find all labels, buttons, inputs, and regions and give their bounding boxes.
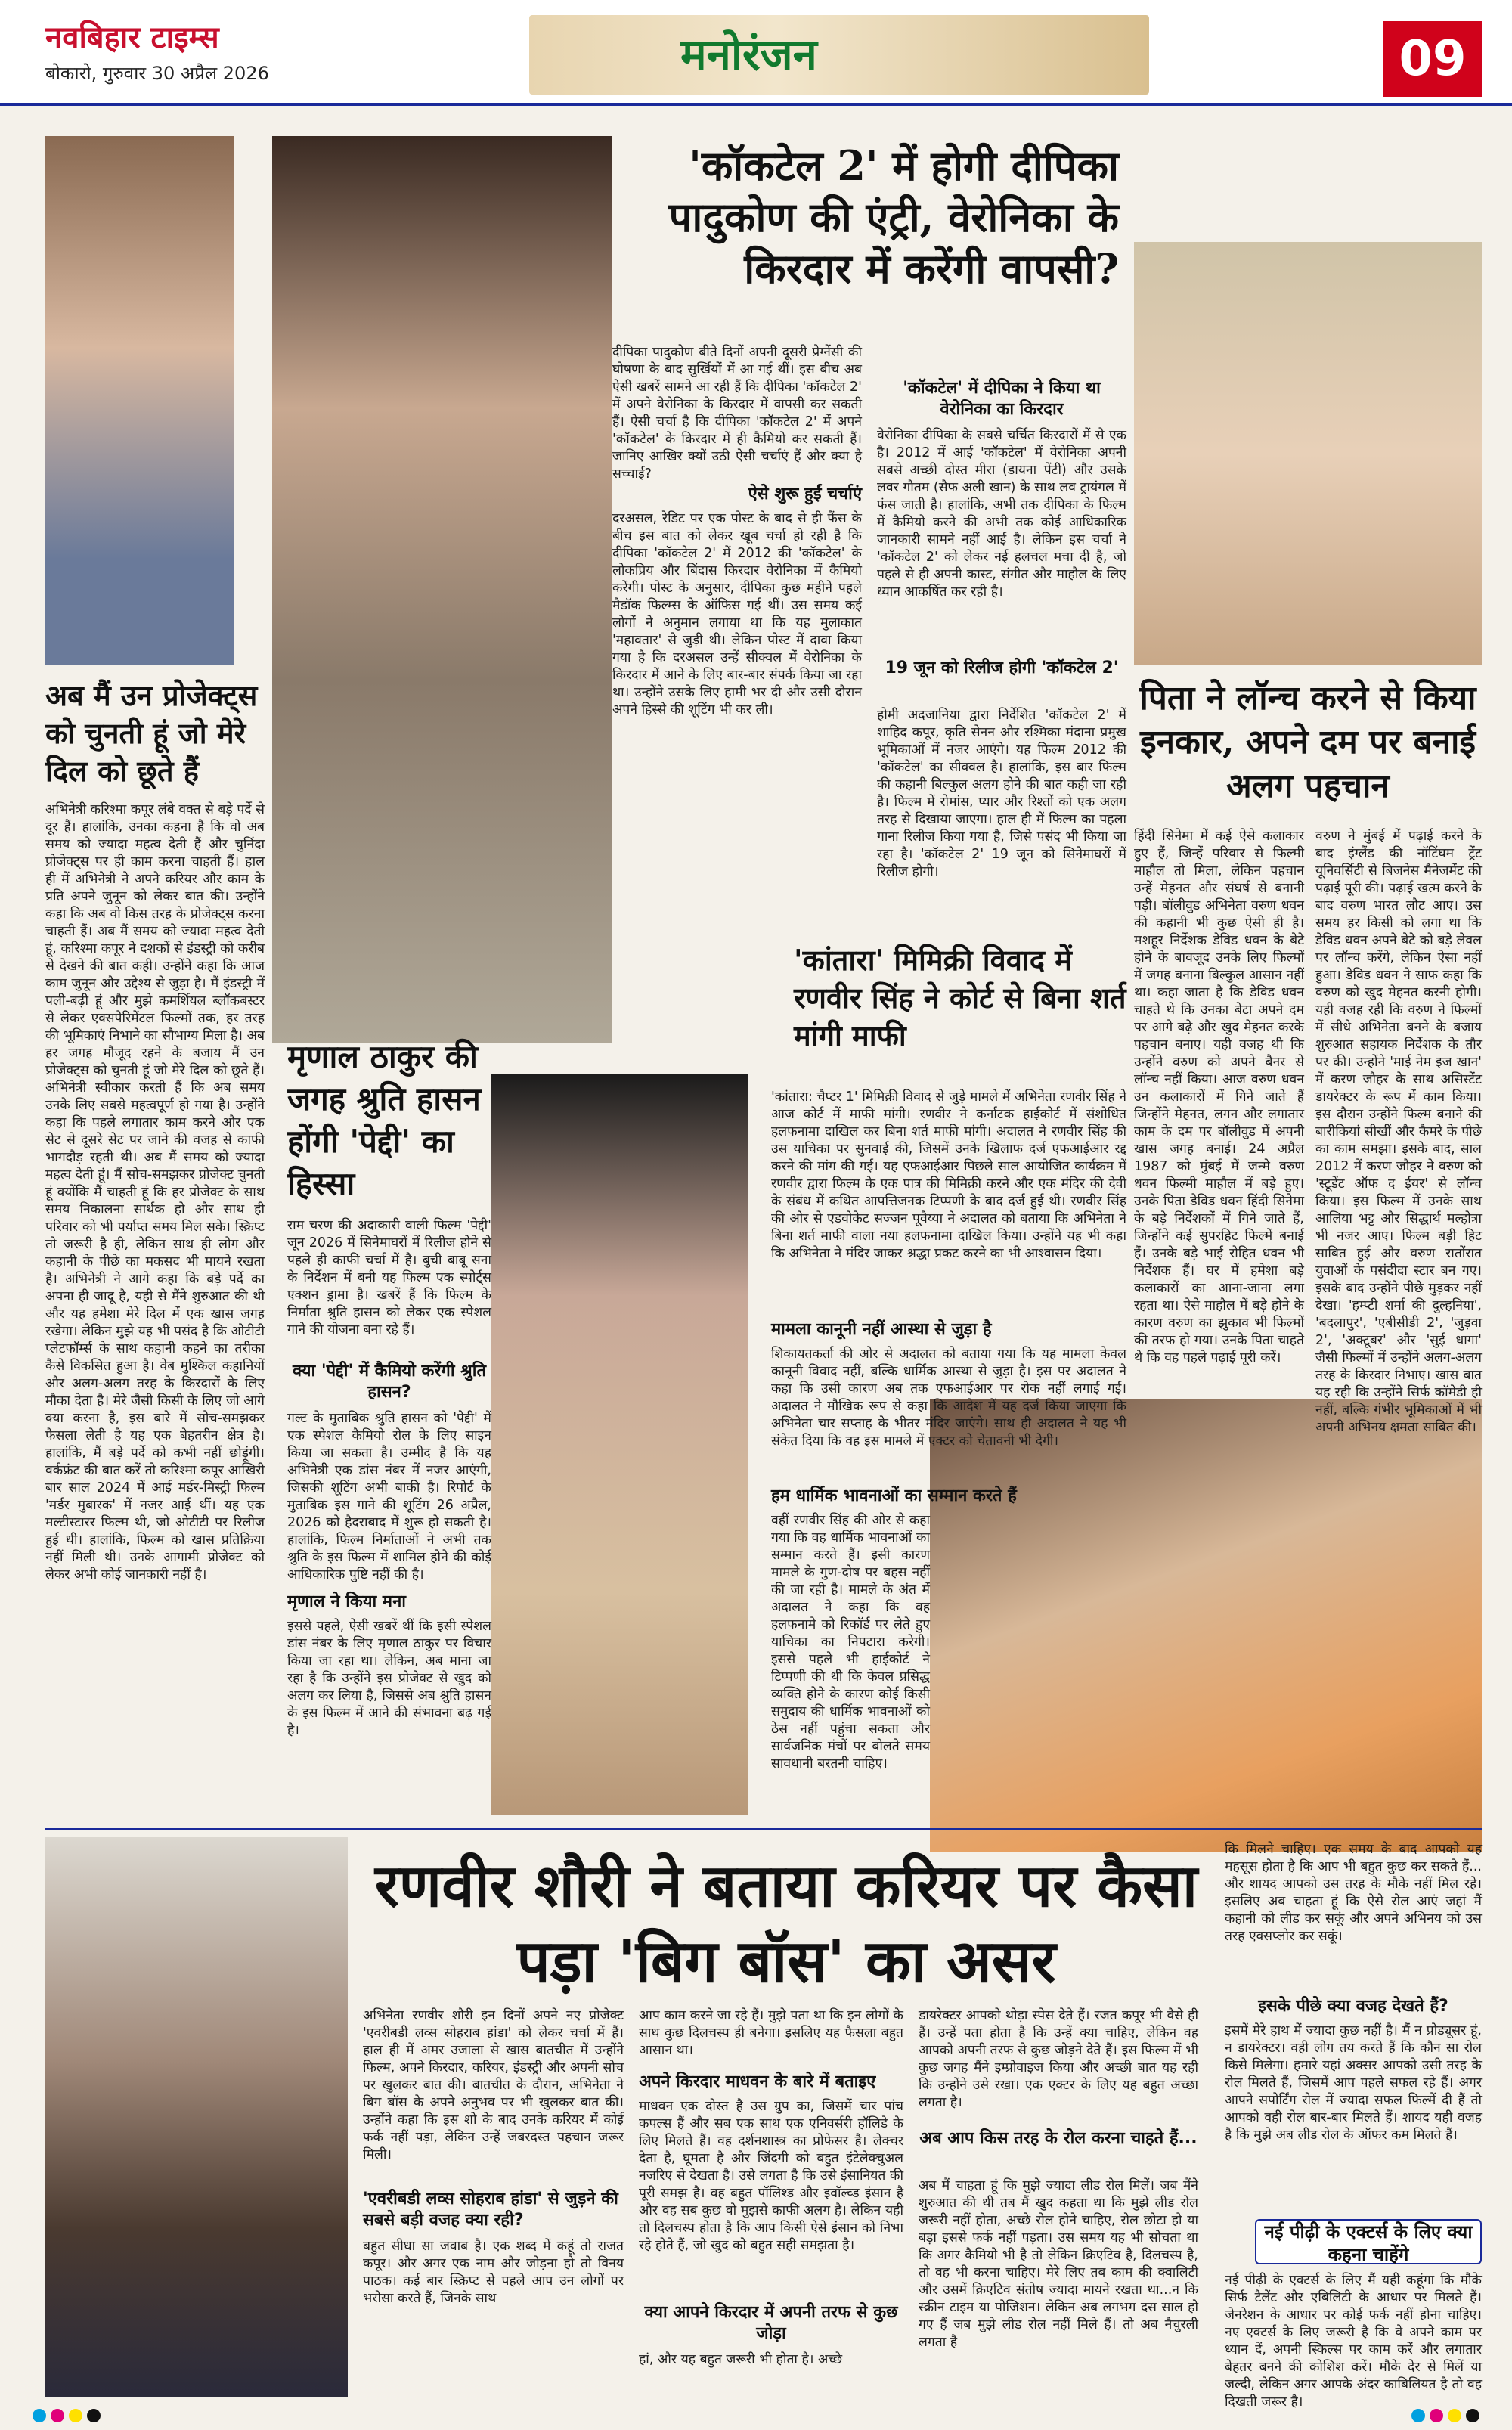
date-line: बोकारो, गुरुवार 30 अप्रैल 2026 — [45, 63, 269, 84]
ranvir-col4-body-2: इसमें मेरे हाथ में ज्यादा कुछ नहीं है। मैं न प्रोड्यूसर हूं, न डायरेक्टर। वही लोग तय करते हैं कि कौन सा रोल किसे मिलेगा। हमारे यहां अक्सर आपको उसी तरह के रोल मिलते हैं, जिसमें आप पहले सफल रहे हैं। अगर आपने सपोर्टिंग रोल में ज्यादा सफल फिल्में दी हैं तो आपको वही रोल बार-बार मिलते हैं। शायद यही वजह है कि मुझे अब लीड रोल के ऑफर कम मिलते हैं। — [1225, 2023, 1482, 2143]
varun-headline: पिता ने लॉन्च करने से किया इनकार, अपने दम पर बनाई अलग पहचान — [1139, 679, 1476, 805]
deepika-sub-2: 'कॉकटेल' में दीपिका ने किया था वेरोनिका का किरदार — [903, 379, 1101, 419]
mrunal-intro: राम चरण की अदाकारी वाली फिल्म 'पेद्दी' जून 2026 में सिनेमाघरों में रिलीज होने से पहले ही काफी चर्चा में है। बुची बाबू सना के निर्देशन में बनी यह फिल्म एक स्पोर्ट्स एक्शन ड्रामा है। खबरें हैं कि फिल्म के निर्माता श्रुति हासन को लेकर एक स्पेशल गाने की योजना बना रहे हैं। — [287, 1218, 491, 1337]
deepika-sub-3: 19 जून को रिलीज होगी 'कॉकटेल 2' — [885, 659, 1119, 677]
ranvir-sub-5: इसके पीछे क्या वजह देखते हैं? — [1258, 1997, 1448, 2016]
ranvir-col1-body: अभिनेता रणवीर शौरी इन दिनों अपने नए प्रोजेक्ट 'एवरीबडी लव्स सोहराब हांडा' को लेकर चर्चा में हैं। हाल ही में अमर उजाला से खास बातचीत में उन्होंने फिल्म, अपने किरदार, करियर, इंडस्ट्री और अपनी सोच पर खुलकर बात की। बातचीत के दौरान, अभिनेता ने बिग बॉस के अपने अनुभव पर भी खुलकर बात की। उन्होंने कहा कि इस शो के बाद उनके करियर में कोई फर्क नहीं पड़ा, लेकिन उन्हें जबरदस्त पहचान जरूर मिली। — [363, 2008, 624, 2162]
deepika-col1-body: दरअसल, रेडिट पर एक पोस्ट के बाद से ही फैंस के बीच इस बात को लेकर खूब चर्चा हो रही है कि दीपिका 'कॉकटेल 2' में 2012 की 'कॉकटेल' के लोकप्रिय और बिंदास किरदार वेरोनिका में कैमियो करेंगी। पोस्ट के अनुसार, दीपिका कुछ महीने पहले मैडॉक फिल्म्स के ऑफिस गई थीं। उस समय कई लोगों ने अनुमान लगाया था कि यह मुलाकात 'महावतार' से जुड़ी थी। लेकिन पोस्ट में दावा किया गया है कि दरअसल उन्हें सीक्वल में वेरोनिका के किरदार में आने के लिए बार-बार संपर्क किया जा रहा था। उन्होंने उसके लिए हामी भर दी और उसी दौरान अपने हिस्से की शूटिंग भी कर ली। — [612, 511, 862, 718]
kantara-body-2: शिकायतकर्ता की ओर से अदालत को बताया गया कि यह मामला केवल कानूनी विवाद नहीं, बल्कि धार्मिक आस्था से जुड़ा है। इस पर अदालत ने कहा कि उसी कारण अब तक एफआईआर पर रोक नहीं लगाई गई। अदालत ने मौखिक रूप से कहा कि आदेश में यह दर्ज किया जाएगा कि अभिनेता चार सप्ताह के भीतर मंदिर जाएंगे। साथ ही अदालत ने यह भी संकेत दिया कि वह इस मामले में एक्टर को चेतावनी भी देगी। — [771, 1347, 1126, 1449]
ranvir-sub-2: अपने किरदार माधवन के बारे में बताइए — [639, 2072, 876, 2091]
newspaper-name: नवबिहार टाइम्स — [45, 20, 219, 55]
section-title: मनोरंजन — [680, 29, 817, 80]
varun-photo — [1134, 242, 1482, 665]
mrunal-body-1: गल्ट के मुताबिक श्रुति हासन को 'पेद्दी' में एक स्पेशल कैमियो रोल के लिए साइन किया जा सकता है। उम्मीद है कि यह अभिनेत्री एक डांस नंबर में नजर आएंगी, जिसकी शूटिंग अभी बाकी है। रिपोर्ट के मुताबिक इस गाने की शूटिंग 26 अप्रैल, 2026 को हैदराबाद में शुरू हो सकती है। हालांकि, फिल्म निर्माताओं ने अभी तक श्रुति के इस फिल्म में शामिल होने की कोई आधिकारिक पुष्टि नहीं की है। — [287, 1411, 491, 1582]
mrunal-body-2: इससे पहले, ऐसी खबरें थीं कि इसी स्पेशल डांस नंबर के लिए मृणाल ठाकुर पर विचार किया जा रहा था। लेकिन, अब माना जा रहा है कि उन्होंने इस प्रोजेक्ट से खुद को अलग कर लिया है, जिससे अब श्रुति हासन के इस फिल्म में आने की संभावना बढ़ गई है। — [287, 1619, 491, 1738]
varun-body-2: वरुण ने मुंबई में पढ़ाई करने के बाद इंग्लैंड की नॉटिंघम ट्रेंट यूनिवर्सिटी से बिजनेस मैनेजमेंट की पढ़ाई पूरी की। पढ़ाई खत्म करने के बाद वरुण भारत लौट आए। उस समय हर किसी को लगा था कि डेविड धवन अपने बेटे को बड़े लेवल पर लॉन्च करेंगे, लेकिन ऐसा नहीं हुआ। डेविड धवन ने साफ कहा कि वरुण को खुद मेहनत करनी होगी। यही वजह रही कि वरुण ने फिल्मों में सीधे अभिनेता बनने के बजाय शुरुआत सहायक निर्देशक के तौर पर की। उन्होंने 'माई नेम इज खान' में करण जौहर के साथ असिस्टेंट डायरेक्टर के रूप में काम किया। इस दौरान उन्होंने फिल्म बनाने की बारीकियां सीखीं और कैमरे के पीछे का काम समझा। इसके बाद, साल 2012 में करण जौहर ने वरुण को 'स्टूडेंट ऑफ द ईयर' से लॉन्च किया। इस फिल्म में उनके साथ आलिया भट्ट और सिद्धार्थ मल्होत्रा भी नजर आए। फिल्म बड़ी हिट साबित हुई और वरुण रातोंरात युवाओं के पसंदीदा स्टार बन गए। इसके बाद उन्होंने पीछे मुड़कर नहीं देखा। 'हम्प्टी शर्मा की दुल्हनिया', 'बदलापुर', 'एबीसीडी 2', 'जुड़वा 2', 'अक्टूबर' और 'सुई धागा' जैसी फिल्मों में उन्होंने अलग-अलग तरह के किरदार निभाए। खास बात यह रही कि उन्होंने सिर्फ कॉमेडी ही नहीं, बल्कि गंभीर भूमिकाओं में भी अपनी अभिनय क्षमता साबित की। — [1315, 829, 1482, 1435]
ranvir-box-title: नई पीढ़ी के एक्टर्स के लिए क्या कहना चाहेंगे — [1255, 2219, 1482, 2264]
ranvir-col4-body: कि मिलने चाहिए। एक समय के बाद आपको यह महसूस होता है कि आप भी बहुत कुछ कर सकते हैं... और शायद आपको उस तरह के मौके नहीं मिल रहे। इसलिए अब चाहता हूं कि ऐसे रोल आएं जहां मैं कहानी को लीड कर सकूं और अपने अभिनय को उस तरह एक्सप्लोर कर सकूं। — [1225, 1842, 1482, 1944]
karisma-body: अभिनेत्री करिश्मा कपूर लंबे वक्त से बड़े पर्दे से दूर हैं। हालांकि, उनका कहना है कि वो अब समय को ज्यादा महत्व देती हैं और चुनिंदा प्रोजेक्ट्स पर ही काम करना चाहती हैं। हाल ही में अभिनेत्री ने अपने करियर और काम के प्रति अपने जुनून को लेकर बात की। उन्होंने कहा कि अब वो किस तरह के प्रोजेक्ट्स करना चाहती हैं। अब मैं समय को ज्यादा महत्व देती हूं, करिश्मा कपूर ने दशकों से इंडस्ट्री को करीब से देखने की बात कही। उन्होंने कहा कि आज काम जुनून और उद्देश्य से जुड़ा है। मैं इंडस्ट्री में पली-बढ़ी हूं और मुझे कमर्शियल ब्लॉकबस्टर से लेकर एक्सपेरिमेंटल फिल्मों तक, हर तरह की भूमिकाएं निभाने का सौभाग्य मिला है। अब हर जगह मौजूद रहने के बजाय मैं उन प्रोजेक्ट्स को चुनती हूं जो मेरे दिल को छूते हैं। अभिनेत्री स्वीकार करती हैं कि अब समय उनके लिए सबसे महत्वपूर्ण हो गया है। उन्होंने कहा कि पहले लगातार काम करने और एक सेट से दूसरे सेट पर जाने की वजह से काफी भागदौड़ रहती थी। अब मैं समय को ज्यादा महत्व देती हूं। मैं सोच-समझकर प्रोजेक्ट चुनती हूं क्योंकि मैं चाहती हूं कि हर प्रोजेक्ट के साथ समय निकालना सार्थक हो और साथ ही परिवार को भी पर्याप्त समय मिल सके। स्क्रिप्ट तो जरूरी है ही, लेकिन साथ ही लोग और कहानी के पीछे का मकसद भी मायने रखता है। अभिनेत्री ने आगे कहा कि बड़े पर्दे का अपना ही जादू है, यही से मैंने शुरुआत की थी और यह हमेशा मेरे दिल में एक खास जगह रखेगा। लेकिन मुझे यह भी पसंद है कि ओटीटी प्लेटफॉर्म्स के साथ कहानी कहने का तरीका कैसे विकसित हुआ है। वेब मुश्किल कहानियों और अलग-अलग तरह के किरदारों के लिए मौका देता है। मेरे जैसी किसी के लिए जो आगे क्या करना है, इस बारे में सोच-समझकर फैसला लेती है यह एक बेहतरीन क्षेत्र है। हालांकि, मैं बड़े पर्दे को कभी नहीं छोड़ूंगी। वर्कफ्रंट की बात करें तो करिश्मा कपूर आखिरी बार साल 2024 में आई मर्डर-मिस्ट्री फिल्म 'मर्डर मुबारक' में नजर आई थीं। यह एक मल्टीस्टारर फिल्म थी, जो ओटीटी पर रिलीज हुई थी। हालांकि, फिल्म को खास प्रतिक्रिया नहीं मिली थी। उनके आगामी प्रोजेक्ट को लेकर अभी कोई जानकारी नहीं है। — [45, 802, 265, 1582]
ranvir-col2-body-3: हां, और यह बहुत जरूरी भी होता है। अच्छे — [639, 2352, 843, 2367]
deepika-sub-1: ऐसे शुरू हुईं चर्चाएं — [748, 485, 862, 504]
ranvir-box-body: नई पीढ़ी के एक्टर्स के लिए मैं यही कहूंगा कि मौके सिर्फ टैलेंट और एबिलिटी के आधार पर मिलते हैं। जेनरेशन के आधार पर कोई फर्क नहीं होना चाहिए। नए एक्टर्स के लिए जरूरी है कि वे अपने काम पर ध्यान दें, अपनी स्किल्स पर काम करें और लगातार बेहतर बनने की कोशिश करें। मौके देर से मिलें या जल्दी, लेकिन अगर आपके अंदर काबिलियत है तो वह दिखती जरूर है। — [1225, 2273, 1482, 2410]
ranvir-col3-body: डायरेक्टर आपको थोड़ा स्पेस देते हैं। रजत कपूर भी वैसे ही हैं। उन्हें पता होता है कि उन्हें क्या चाहिए, लेकिन वह आपको अपनी तरफ से कुछ जोड़ने देते हैं। इस फिल्म में भी कुछ जगह मैंने इम्प्रोवाइज किया और अच्छी बात यह रही कि उन्होंने उसे रखा। एक एक्टर के लिए यह बहुत अच्छा लगता है। — [919, 2008, 1198, 2110]
ranvir-col2-body-2: माधवन एक दोस्त है उस ग्रुप का, जिसमें चार पांच कपल्स हैं और सब एक साथ एक एनिवर्सरी हॉलिडे के लिए मिलते हैं। वह दर्शनशास्त्र का प्रोफेसर है। लेक्चर देता है, घूमता है और जिंदगी को बहुत इंटेलेक्चुअल नजरिए से देखता है। उसे लगता है कि उसे इंसानियत की पूरी समझ है। वह बहुत पॉलिश्ड और इवॉल्व्ड इंसान है और वह सब कुछ वो मुझसे काफी अलग है। लेकिन यही तो दिलचस्प होता है कि आप किसी ऐसे इंसान को निभा रहे होते हैं, जो खुद को बहुत सही समझता है। — [639, 2099, 903, 2253]
mrunal-headline: मृणाल ठाकुर की जगह श्रुति हासन होंगी 'पेद्दी' का हिस्सा — [287, 1038, 481, 1202]
shruti-photo — [491, 1074, 748, 1815]
ranvir-headline: रणवीर शौरी ने बताया करियर पर कैसा पड़ा 'बिग बॉस' का असर — [374, 1852, 1198, 1996]
karisma-photo — [45, 136, 234, 665]
ranvir-col2-body: आप काम करने जा रहे हैं। मुझे पता था कि इन लोगों के साथ कुछ दिलचस्प ही बनेगा। इसलिए यह फैसला बहुत आसान था। — [639, 2008, 903, 2058]
varun-body-1: हिंदी सिनेमा में कई ऐसे कलाकार हुए हैं, जिन्हें परिवार से फिल्मी माहौल तो मिला, लेकिन पहचान उन्हें मेहनत और संघर्ष से बनानी पड़ी। बॉलीवुड अभिनेता वरुण धवन की कहानी भी कुछ ऐसी ही है। मशहूर निर्देशक डेविड धवन के बेटे होने के बावजूद उनके लिए फिल्मों में जगह बनाना बिल्कुल आसान नहीं था। कहा जाता है कि डेविड धवन चाहते थे कि उनका बेटा अपने दम पर आगे बढ़े और खुद मेहनत करके पहचान बनाए। यही वजह थी कि उन्होंने वरुण को अपने बैनर से लॉन्च नहीं किया। आज वरुण धवन उन कलाकारों में गिने जाते हैं जिन्होंने मेहनत, लगन और लगातार काम के दम पर बॉलीवुड में अपनी खास जगह बनाई। 24 अप्रैल 1987 को मुंबई में जन्मे वरुण धवन फिल्मी माहौल में बड़े हुए। उनके पिता डेविड धवन हिंदी सिनेमा के बड़े निर्देशकों में गिने जाते हैं, जिन्होंने कई सुपरहिट फिल्में बनाई हैं। उनके बड़े भाई रोहित धवन भी निर्देशक हैं। घर में हमेशा बड़े कलाकारों का आना-जाना लगा रहता था। ऐसे माहौल में बड़े होने के कारण वरुण का झुकाव भी फिल्मों की तरफ हो गया। उनके पिता चाहते थे कि वह पहले पढ़ाई पूरी करें। — [1134, 829, 1304, 1365]
section-banner-image — [529, 15, 1149, 95]
deepika-col3-body: होमी अदजानिया द्वारा निर्देशित 'कॉकटेल 2' में शाहिद कपूर, कृति सेनन और रश्मिका मंदाना प्रमुख भूमिकाओं में नजर आएंगे। यह फिल्म 2012 की 'कॉकटेल' का सीक्वल है। हालांकि, इस बार फिल्म की कहानी बिल्कुल अलग होने की बात कही जा रही है। फिल्म में रोमांस, प्यार और रिश्तों को एक अलग तरह से दिखाया जाएगा। हाल ही में फिल्म का पहला गाना रिलीज किया गया है, जिसे पसंद भी किया जा रहा है। 'कॉकटेल 2' 19 जून को सिनेमाघरों में रिलीज होगी। — [877, 708, 1126, 879]
kantara-body-1: 'कांतारा: चैप्टर 1' मिमिक्री विवाद से जुड़े मामले में अभिनेता रणवीर सिंह ने आज कोर्ट में माफी मांगी। रणवीर ने कर्नाटक हाईकोर्ट में संशोधित हलफनामा दाखिल कर बिना शर्त माफी मांगी। अदालत ने रणवीर सिंह की उस याचिका पर सुनवाई की, जिसमें उनके खिलाफ दर्ज एफआईआर रद्द करने की मांग की गई। यह एफआईआर पिछले साल आयोजित कार्यक्रम में रणवीर द्वारा फिल्म के एक पात्र की मिमिक्री करने और एक मंदिर की देवी के संबंध में कथित आपत्तिजनक टिप्पणी के बाद दर्ज हुई थी। रणवीर सिंह की ओर से एडवोकेट सज्जन पूवैय्या ने अदालत को बताया कि अभिनेता ने बिना शर्त माफी वाला नया हलफनामा दाखिल किया। उन्होंने यह भी कहा कि अभिनेता ने मंदिर जाकर श्रद्धा प्रकट करने का भी आश्वासन दिया। — [771, 1089, 1126, 1261]
karisma-headline: अब मैं उन प्रोजेक्ट्स को चुनती हूं जो मेरे दिल को छूते हैं — [45, 678, 258, 788]
ranvir-sub-4: अब आप किस तरह के रोल करना चाहते हैं... — [919, 2129, 1198, 2148]
kantara-sub-1: मामला कानूनी नहीं आस्था से जुड़ा है — [771, 1320, 992, 1339]
mrunal-sub-1: क्या 'पेद्दी' में कैमियो करेंगी श्रुति हासन? — [293, 1362, 486, 1402]
ranvir-col1-body-2: बहुत सीधा सा जवाब है। एक शब्द में कहूं तो राजत कपूर। और अगर एक नाम और जोड़ना हो तो विनय पाठक। कई बार स्क्रिप्ट से पहले आप उन लोगों पर भरोसा करते हैं, जिनके साथ — [363, 2239, 624, 2306]
kantara-body-3: वहीं रणवीर सिंह की ओर से कहा गया कि वह धार्मिक भावनाओं का सम्मान करते हैं। इसी कारण मामले के गुण-दोष पर बहस नहीं की जा रही है। मामले के अंत में अदालत ने कहा कि वह हलफनामे को रिकॉर्ड पर लेते हुए याचिका का निपटारा करेगी। इससे पहले भी हाईकोर्ट ने टिप्पणी की थी कि केवल प्रसिद्ध व्यक्ति होने के कारण कोई किसी समुदाय की धार्मिक भावनाओं को ठेस नहीं पहुंचा सकता और सार्वजनिक मंचों पर बोलते समय सावधानी बरतनी चाहिए। — [771, 1513, 930, 1771]
kantara-sub-2: हम धार्मिक भावनाओं का सम्मान करते हैं — [771, 1486, 1017, 1505]
ranvir-sub-1: 'एवरीबडी लव्स सोहराब हांडा' से जुड़ने की सबसे बड़ी वजह क्या रही? — [363, 2190, 618, 2230]
ranvir-sub-3: क्या आपने किरदार में अपनी तरफ से कुछ जोड़ा — [644, 2303, 898, 2343]
page-number: 09 — [1383, 21, 1482, 97]
deepika-intro: दीपिका पादुकोण बीते दिनों अपनी दूसरी प्रेग्नेंसी की घोषणा के बाद सुर्खियों में आ गई थीं। इस बीच अब ऐसी खबरें सामने आ रही हैं कि दीपिका 'कॉकटेल 2' में अपने वेरोनिका के किरदार में वापसी कर सकती हैं। ऐसी चर्चा है कि दीपिका 'कॉकटेल 2' में अपने 'कॉकटेल' के किरदार में ही कैमियो कर सकती हैं। जानिए आखिर क्यों उठी ऐसी चर्चाएं हैं और क्या है सच्चाई? — [612, 345, 862, 482]
section-rule — [45, 1828, 1482, 1830]
ranvir-col3-body-2: अब मैं चाहता हूं कि मुझे ज्यादा लीड रोल मिलें। जब मैंने शुरुआत की थी तब मैं खुद कहता था कि मुझे लीड रोल जरूरी नहीं होता, अच्छे रोल होने चाहिए, रोल छोटा हो या बड़ा इससे फर्क नहीं पड़ता। उस समय यह भी सोचता था कि अगर कैमियो भी है तो लेकिन क्रिएटिव है, दिलचस्प है, तो वह भी करना चाहिए। मेरे लिए तब काम की क्वालिटी और उसमें क्रिएटिव संतोष ज्यादा मायने रखता था...न कि स्क्रीन टाइम या पोजिशन। लेकिन अब लगभग दस साल हो गए हैं जब मुझे लीड रोल नहीं मिले हैं। तो अब नैचुरली लगता है — [919, 2178, 1198, 2350]
kantara-headline: 'कांतारा' मिमिक्री विवाद में रणवीर सिंह ने कोर्ट से बिना शर्त मांगी माफी — [794, 943, 1126, 1052]
deepika-col2-body: वेरोनिका दीपिका के सबसे चर्चित किरदारों में से एक है। 2012 में आई 'कॉकटेल' में वेरोनिका अपनी सबसे अच्छी दोस्त मीरा (डायना पेंटी) और उसके लवर गौतम (सैफ अली खान) के साथ लव ट्रायंगल में फंस जाती है। हालांकि, अभी तक दीपिका के फिल्म में कैमियो करने की अभी तक कोई आधिकारिक जानकारी सामने नहीं आई है। लेकिन इस चर्चा ने 'कॉकटेल 2' को लेकर नई हलचल मचा दी है, जो पहले से ही अपनी कास्ट, संगीत और माहौल के लिए ध्यान आकर्षित कर रही है। — [877, 428, 1126, 600]
mrunal-sub-2: मृणाल ने किया मना — [287, 1592, 406, 1611]
deepika-headline: 'कॉकटेल 2' में होगी दीपिका पादुकोण की एंट्री, वेरोनिका के किरदार में करेंगी वापसी? — [668, 141, 1119, 293]
print-registration-marks — [0, 2404, 1512, 2430]
